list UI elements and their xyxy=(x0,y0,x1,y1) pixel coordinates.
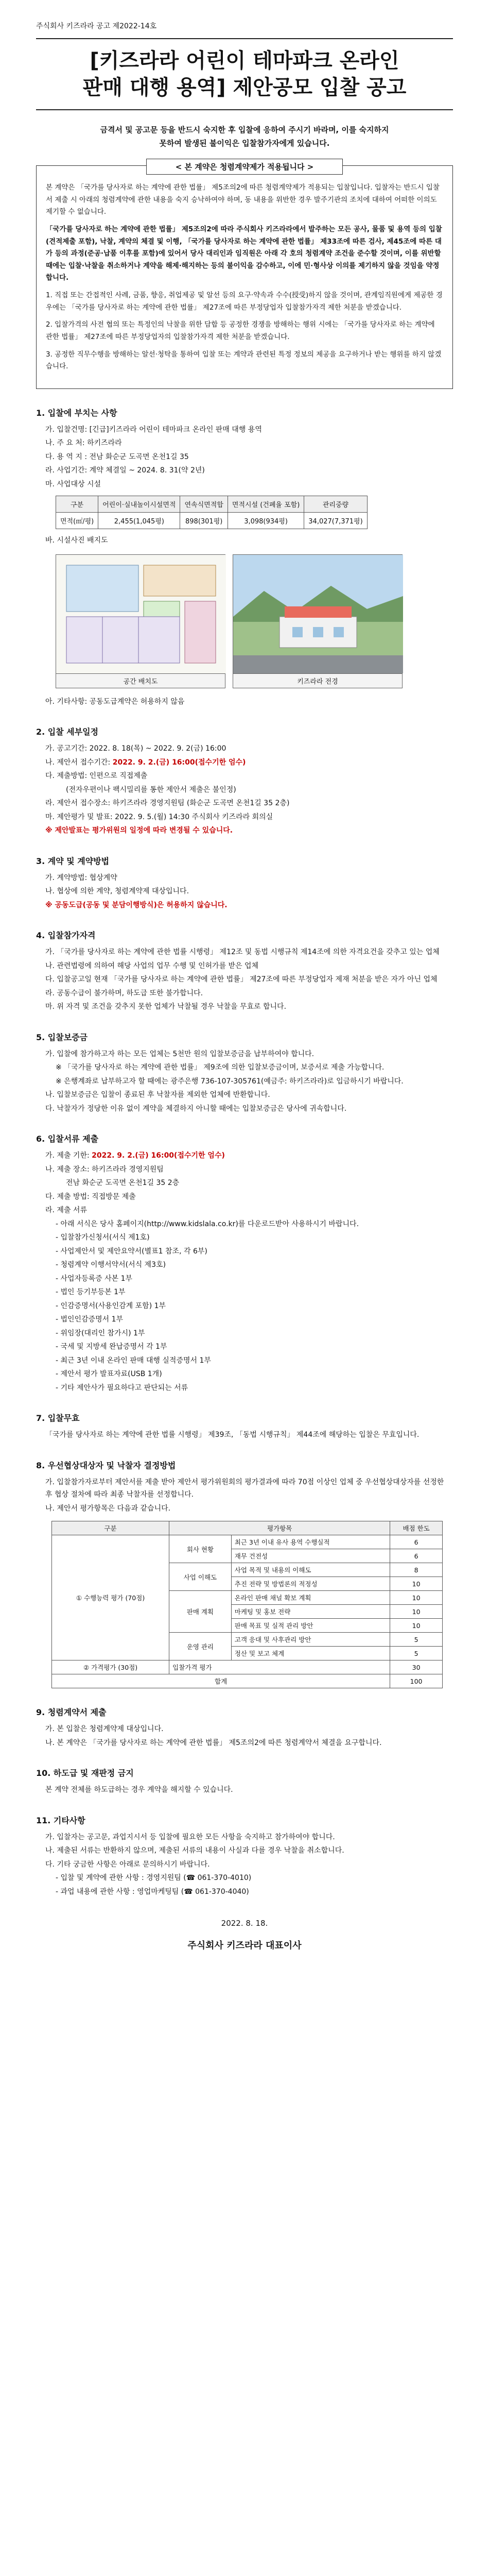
integrity-p1: 본 계약은 「국가를 당사자로 하는 계약에 관한 법률」 제5조의2에 따른 청렴계약제가 적용되는 입찰입니다. 입찰자는 반드시 입찰서 제출 시 아래의 청렴계약에 관한 내용을 숙지 승낙하여야 하며, 동 내용을 위반한 경우 발주기관의 조치에 대하여 어떠한 이의도 제기할 수 없습니다. xyxy=(46,183,440,216)
table-cell: 3,098(934평) xyxy=(228,513,304,529)
exterior-image xyxy=(233,554,403,674)
notice-number: 주식회사 키즈라라 공고 제2022-14호 xyxy=(36,22,157,30)
doc-item: - 법인인감증명서 1부 xyxy=(56,1315,124,1324)
table-cell: ① 수행능력 평가 (70점) xyxy=(52,1535,169,1660)
s2-line: 라. 제안서 접수장소: 하키즈라라 경영지원팀 (화순군 도곡면 온천1길 35 2층) xyxy=(45,799,290,808)
section-3-title: 3. 계약 및 계약방법 xyxy=(36,856,110,866)
s2-deadline: 2022. 9. 2.(금) 16:00(접수기한 엄수) xyxy=(112,758,246,767)
table-cell: 5 xyxy=(390,1647,443,1660)
section-6 xyxy=(36,1132,453,1394)
s3-line: 나. 협상에 의한 계약, 청렴계약제 대상입니다. xyxy=(45,887,189,896)
table-cell: 8 xyxy=(390,1563,443,1577)
s5-line: ※ 은행계좌로 납부하고자 할 때에는 광주은행 736-107-305761(예금주: 하키즈라라)로 입금하시기 바랍니다. xyxy=(56,1077,404,1086)
table-cell: 898(301평) xyxy=(180,513,228,529)
doc-item: - 사업제안서 및 제안요약서(별표1 참조, 각 6부) xyxy=(56,1247,207,1256)
section-9-title: 9. 청렴계약서 제출 xyxy=(36,1707,107,1718)
doc-item: - 사업자등록증 사본 1부 xyxy=(56,1274,133,1283)
exterior-image-svg xyxy=(233,555,403,673)
layout-diagram-image xyxy=(56,554,225,674)
section-3 xyxy=(36,855,453,912)
lead-text xyxy=(36,124,453,150)
integrity-p3: 1. 직접 또는 간접적인 사례, 금품, 향응, 취업제공 및 알선 등의 요구·약속과 수수(授受)하지 않을 것이며, 관계임직원에게 제공한 경우에는 「국가를 당사자로 하는 계약에 관한 법률」 제27조에 따른 부정당업자 입찰참가자격 제한 처분을 받겠습니다. xyxy=(46,291,443,312)
table-cell: 회사 현황 xyxy=(169,1535,232,1563)
s1-line: 마. 사업대상 시설 xyxy=(45,480,101,488)
s5-line: 가. 입찰에 참가하고자 하는 모든 업체는 5천만 원의 입찰보증금을 납부하여야 합니다. xyxy=(45,1049,315,1058)
s2-line: 가. 공고기간: 2022. 8. 18(목) ~ 2022. 9. 2(금) 16:00 xyxy=(45,744,226,753)
doc-item: - 기타 제안사가 필요하다고 판단되는 서류 xyxy=(56,1383,188,1392)
s6-deadline: 2022. 9. 2.(금) 16:00(접수기한 엄수) xyxy=(92,1151,225,1160)
s1-line: 나. 주 요 처: 하키즈라라 xyxy=(45,439,122,448)
s6-line: 다. 제출 방법: 직접방문 제출 xyxy=(45,1192,136,1201)
s4-line: 가. 「국가를 당사자로 하는 계약에 관한 법률 시행령」 제12조 및 동법 시행규칙 제14조에 의한 자격요건을 갖추고 있는 업체 xyxy=(45,948,440,957)
integrity-p4: 2. 입찰가격의 사전 협의 또는 특정인의 낙찰을 위한 담합 등 공정한 경쟁을 방해하는 행위 시에는 「국가를 당사자로 하는 계약에 관한 법률」 제27조에 따른 부정당업자의 입찰참가자격 제한 처분을 받겠습니다. xyxy=(46,320,435,341)
table-row xyxy=(52,1674,443,1688)
table-cell: 10 xyxy=(390,1591,443,1605)
s11-line: 다. 기타 궁금한 사항은 아래로 문의하시기 바랍니다. xyxy=(45,1860,210,1869)
s4-line: 라. 공동수급이 불가하며, 하도급 또한 불가합니다. xyxy=(45,989,203,997)
s9-line: 가. 본 입찰은 청렴계약제 대상입니다. xyxy=(45,1725,164,1734)
table-cell: 10 xyxy=(390,1619,443,1633)
doc-item: - 국세 및 지방세 완납증명서 각 1부 xyxy=(56,1343,167,1351)
s2-line: 다. 제출방법: 인편으로 직접제출 xyxy=(45,772,148,781)
s2-line: (전자우편이나 팩시밀리를 통한 제안서 제출은 불인정) xyxy=(66,785,236,794)
doc-item: - 제안서 평가 발표자료(USB 1개) xyxy=(56,1370,162,1379)
table-cell: 고객 응대 및 사후관리 방안 xyxy=(231,1633,390,1647)
section-6-title: 6. 입찰서류 제출 xyxy=(36,1134,99,1144)
table-row xyxy=(52,1535,443,1549)
table-cell: 6 xyxy=(390,1535,443,1549)
table-header: 어린이·실내놀이시설면적 xyxy=(98,496,180,513)
section-5 xyxy=(36,1031,453,1115)
s5-line: 나. 입찰보증금은 입찰이 종료된 후 낙찰자를 제외한 업체에 반환합니다. xyxy=(45,1091,270,1099)
s6-line: 라. 제출 서류 xyxy=(45,1206,87,1215)
table-header: 평가항목 xyxy=(169,1521,390,1535)
exterior-photo-caption: 키즈라라 전경 xyxy=(233,674,403,688)
table-cell: 2,455(1,045평) xyxy=(98,513,180,529)
s4-line: 다. 입찰공고일 현재 「국가를 당사자로 하는 계약에 관한 법률」 제27조에 따른 부정당업자 제재 처분을 받은 자가 아닌 업체 xyxy=(45,975,438,984)
integrity-p2: 「국가를 당사자로 하는 계약에 관한 법률」 제5조의2에 따라 주식회사 키즈라라에서 발주하는 모든 공사, 물품 및 용역 등의 입찰(견적제출 포함), 낙찰, 계약의 체결 및 이행, 「국가를 당사자로 하는 계약에 관한 법률」 제33조에 따른 검사, 제45조에 따른 대가 등의 과정(준공·납품 이후를 포함)에 있어서 당사 대리인과 임직원은 아래 각 호의 청렴계약 조건을 준수할 것이며, 이를 위반할 때에는 입찰·낙찰을 취소하거나 계약을 해제·해지하는 등의 불이익을 감수하고, 이에 민·형사상 이의를 제기하지 않을 것임을 약정합니다. xyxy=(46,225,442,282)
title-line-2: 판매 대행 용역] 제안공모 입찰 공고 xyxy=(82,76,407,99)
s3-warning: ※ 공동도급(공동 및 분담이행방식)은 허용하지 않습니다. xyxy=(45,901,228,909)
table-cell: 사업 목적 및 내용의 이해도 xyxy=(231,1563,390,1577)
s1-line: 바. 시설사진 배지도 xyxy=(45,536,108,545)
s4-line: 나. 관련법령에 의하여 해당 사업의 업무 수행 및 인허가를 받은 업체 xyxy=(45,961,259,970)
s11-line: 가. 입찰자는 공고문, 과업지시서 등 입찰에 필요한 모든 사항을 숙지하고 참가하여야 합니다. xyxy=(45,1833,335,1841)
layout-photo-caption: 공간 배치도 xyxy=(56,674,225,688)
table-cell: 34,027(7,371평) xyxy=(304,513,367,529)
table-cell: 6 xyxy=(390,1549,443,1563)
doc-item: - 입찰참가신청서(서식 제1호) xyxy=(56,1233,150,1242)
table-cell: 정산 및 보고 체계 xyxy=(231,1647,390,1660)
s6-line: 전남 화순군 도곡면 온천1길 35 2층 xyxy=(66,1179,180,1188)
table-cell: 10 xyxy=(390,1605,443,1619)
section-11-title: 11. 기타사항 xyxy=(36,1815,85,1825)
table-header: 면적시설 (건폐율 포함) xyxy=(228,496,304,513)
s5-line: 다. 낙찰자가 정당한 이유 없이 계약을 체결하지 아니할 때에는 입찰보증금은 당사에 귀속합니다. xyxy=(45,1104,347,1113)
table-cell: 추진 전략 및 방법론의 적정성 xyxy=(231,1577,390,1591)
s8-line: 가. 입찰참가자로부터 제안서를 제출 받아 제안서 평가위원회의 평가결과에 따라 70점 이상인 업체 중 우선협상대상자를 선정한 후 협상 절차에 따라 최종 낙찰자를 선정합니다. xyxy=(45,1478,444,1499)
table-row xyxy=(52,1660,443,1674)
section-1 xyxy=(36,406,453,708)
title-line-1: [키즈라라 어린이 테마파크 온라인 xyxy=(90,49,399,73)
table-cell: 10 xyxy=(390,1577,443,1591)
page-title xyxy=(36,47,453,101)
table-header: 연속식면적합 xyxy=(180,496,228,513)
table-cell: 마케팅 및 홍보 전략 xyxy=(231,1605,390,1619)
layout-diagram-svg xyxy=(56,555,226,673)
section-10 xyxy=(36,1767,453,1797)
s2-line: 마. 제안평가 및 발표: 2022. 9. 5.(월) 14:30 주식회사 키즈라라 회의실 xyxy=(45,812,273,821)
s11-contact: - 입찰 및 계약에 관한 사항 : 경영지원팀 (☎ 061-370-4010) xyxy=(56,1874,252,1883)
integrity-notice-box xyxy=(36,162,453,389)
section-7 xyxy=(36,1412,453,1442)
section-8 xyxy=(36,1459,453,1689)
notice-date: 2022. 8. 18. xyxy=(221,1919,268,1928)
s11-contact: - 과업 내용에 관한 사항 : 영업마케팅팀 (☎ 061-370-4040) xyxy=(56,1887,249,1896)
doc-item: - 최근 3년 이내 온라인 판매 대행 실적증명서 1부 xyxy=(56,1356,211,1365)
doc-item: - 위임장(대리인 참가시) 1부 xyxy=(56,1329,145,1337)
section-5-title: 5. 입찰보증금 xyxy=(36,1032,88,1042)
section-7-title: 7. 입찰무효 xyxy=(36,1413,80,1423)
doc-item: - 인감증명서(사용인감계 포함) 1부 xyxy=(56,1301,166,1310)
section-8-title: 8. 우선협상대상자 및 낙찰자 결정방법 xyxy=(36,1460,176,1470)
table-cell: 5 xyxy=(390,1633,443,1647)
s10-line: 본 계약 전체를 하도급하는 경우 계약을 해지할 수 있습니다. xyxy=(45,1786,233,1794)
doc-item: - 아래 서식은 당사 홈페이지(http://www.kidslala.co.kr)를 다운로드받아 사용하시기 바랍니다. xyxy=(56,1219,359,1228)
s6-line xyxy=(45,1149,453,1162)
s2-line xyxy=(45,756,453,769)
s1-line: 가. 입찰건명: [긴급]키즈라라 어린이 테마파크 온라인 판매 대행 용역 xyxy=(45,425,262,434)
s1-line: 아. 기타사항: 공동도급계약은 허용하지 않음 xyxy=(45,697,185,706)
table-cell: 온라인 판매 채널 확보 계획 xyxy=(231,1591,390,1605)
section-4-title: 4. 입찰참가자격 xyxy=(36,930,96,941)
table-cell: ② 가격평가 (30점) xyxy=(52,1660,169,1674)
table-cell: 판매 계획 xyxy=(169,1591,232,1633)
table-cell: 판매 목표 및 실적 관리 방안 xyxy=(231,1619,390,1633)
facility-photos xyxy=(56,554,453,688)
s3-line: 가. 계약방법: 협상계약 xyxy=(45,873,117,882)
table-cell: 합계 xyxy=(52,1674,390,1688)
table-header: 관리중량 xyxy=(304,496,367,513)
table-row xyxy=(56,513,368,529)
s2-warning: ※ 제안발표는 평가위원의 일정에 따라 변경될 수 있습니다. xyxy=(45,826,233,835)
s5-line: ※ 「국가를 당사자로 하는 계약에 관한 법률」 제9조에 의한 입찰보증금이며, 보증서로 제출 가능합니다. xyxy=(56,1063,385,1072)
section-9 xyxy=(36,1706,453,1749)
s1-line: 라. 사업기간: 계약 체결일 ~ 2024. 8. 31(약 2년) xyxy=(45,466,205,475)
doc-item: - 법인 등기부등본 1부 xyxy=(56,1288,126,1297)
table-header: 구분 xyxy=(52,1521,169,1535)
section-2 xyxy=(36,725,453,837)
doc-item: - 청렴계약 이행서약서(서식 제3호) xyxy=(56,1261,166,1269)
table-cell: 100 xyxy=(390,1674,443,1688)
s7-line: 「국가를 당사자로 하는 계약에 관한 법률 시행령」 제39조, 「동법 시행규칙」 제44조에 해당하는 입찰은 무효입니다. xyxy=(45,1431,420,1439)
facility-table xyxy=(56,496,368,529)
lead-line-1: 금격서 및 공고문 등을 반드시 숙지한 후 입찰에 응하여 주시기 바라며, 이를 숙지하지 xyxy=(100,125,389,134)
table-cell: 사업 이해도 xyxy=(169,1563,232,1591)
title-box xyxy=(36,38,453,110)
section-1-title: 1. 입찰에 부치는 사항 xyxy=(36,408,117,418)
table-header-row xyxy=(52,1521,443,1535)
layout-photo xyxy=(56,554,225,688)
s2-label: 나. 제안서 접수기간: xyxy=(45,758,113,767)
s6-line: 나. 제출 장소: 하키즈라라 경영지원팀 xyxy=(45,1165,164,1174)
table-cell: 면적(㎡/평) xyxy=(56,513,98,529)
section-2-title: 2. 입찰 세부일정 xyxy=(36,727,99,737)
section-10-title: 10. 하도급 및 재판정 금지 xyxy=(36,1768,134,1778)
s11-line: 나. 제출된 서류는 반환하지 않으며, 제출된 서류의 내용이 사실과 다를 경우 낙찰을 취소합니다. xyxy=(45,1846,344,1855)
lead-line-2: 못하여 발생된 불이익은 입찰참가자에게 있습니다. xyxy=(159,138,330,148)
s8-line: 나. 제안서 평가항목은 다음과 같습니다. xyxy=(45,1504,171,1513)
s9-line: 나. 본 계약은 「국가를 당사자로 하는 계약에 관한 법률」 제5조의2에 따른 청렴계약서 체결을 요구합니다. xyxy=(45,1738,382,1747)
table-cell: 최근 3년 이내 유사 용역 수행실적 xyxy=(231,1535,390,1549)
table-header-row xyxy=(56,496,368,513)
section-4 xyxy=(36,929,453,1013)
exterior-photo xyxy=(233,554,403,688)
s6-label: 가. 제출 기한: xyxy=(45,1151,92,1160)
table-header: 배점 한도 xyxy=(390,1521,443,1535)
integrity-notice-title: < 본 계약은 청렴계약제가 적용됩니다 > xyxy=(146,159,343,175)
table-cell: 30 xyxy=(390,1660,443,1674)
table-cell: 운영 관리 xyxy=(169,1633,232,1660)
s1-line: 다. 용 역 지 : 전남 화순군 도곡면 온천1길 35 xyxy=(45,452,189,461)
s4-line: 마. 위 자격 및 조건을 갖추지 못한 업체가 낙찰될 경우 낙찰을 무효로 합니다. xyxy=(45,1003,287,1011)
table-cell: 입찰가격 평가 xyxy=(169,1660,390,1674)
table-cell: 재무 건전성 xyxy=(231,1549,390,1563)
section-11 xyxy=(36,1814,453,1899)
issuer-name: 주식회사 키즈라라 대표이사 xyxy=(187,1940,302,1952)
table-header: 구분 xyxy=(56,496,98,513)
evaluation-table xyxy=(51,1521,443,1688)
integrity-p5: 3. 공정한 직무수행을 방해하는 알선·청탁을 통하여 입찰 또는 계약과 관련된 특정 정보의 제공을 요구하거나 받는 행위를 하지 않겠습니다. xyxy=(46,350,442,371)
